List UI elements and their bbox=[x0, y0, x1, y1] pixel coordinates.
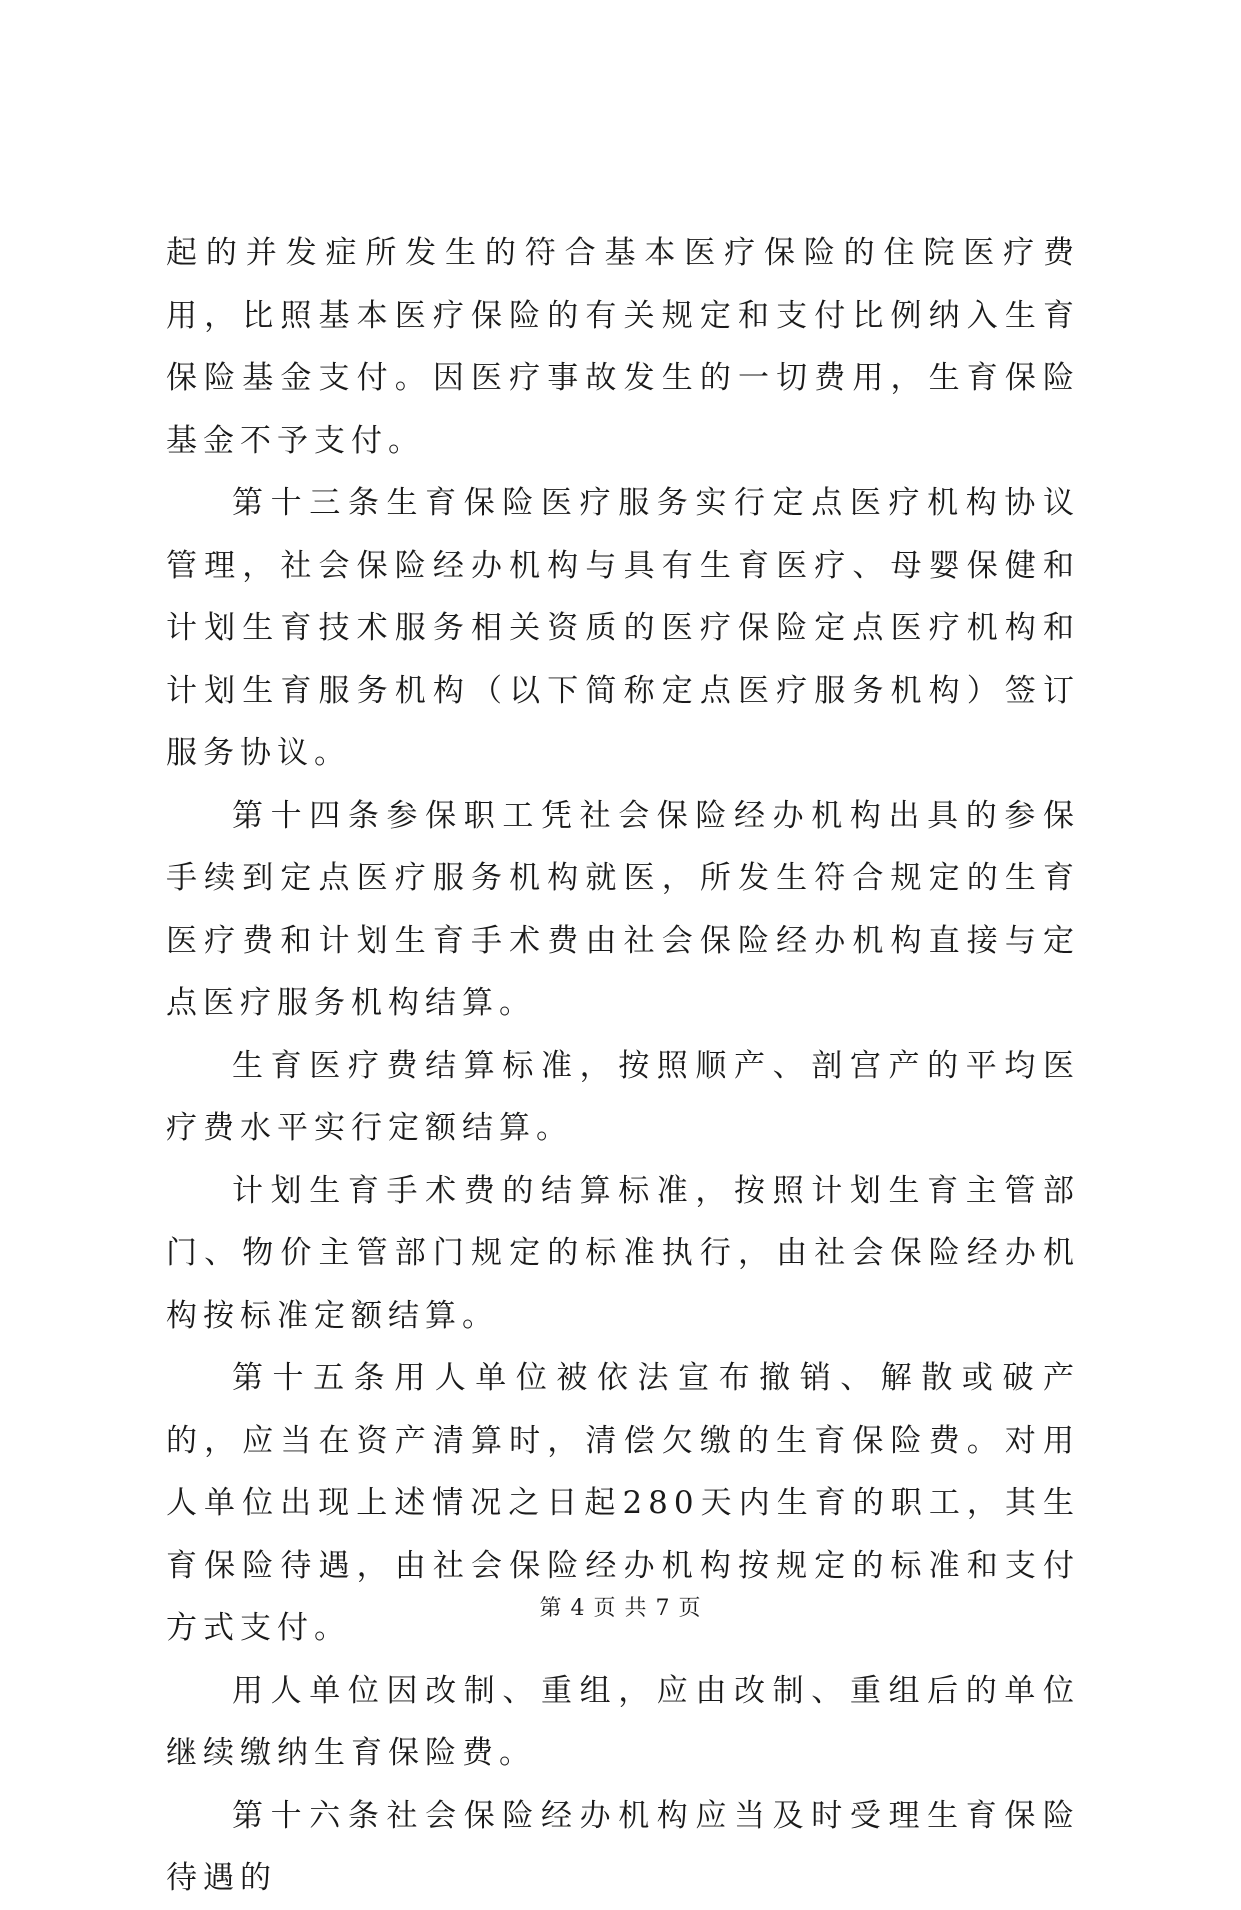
paragraph-8: 第十六条社会保险经办机构应当及时受理生育保险待遇的 bbox=[166, 1797, 1080, 1896]
document-body bbox=[166, 222, 1080, 1910]
page-number-footer: 第 4 页 共 7 页 bbox=[539, 1596, 702, 1621]
paragraph-7: 用人单位因改制、重组，应由改制、重组后的单位继续缴纳生育保险费。 bbox=[166, 1672, 1080, 1771]
paragraph-1: 起的并发症所发生的符合基本医疗保险的住院医疗费用，比照基本医疗保险的有关规定和支付比例纳入生育保险基金支付。因医疗事故发生的一切费用，生育保险基金不予支付。 bbox=[166, 235, 1080, 459]
paragraph-5: 计划生育手术费的结算标准，按照计划生育主管部门、物价主管部门规定的标准执行，由社会保险经办机构按标准定额结算。 bbox=[166, 1172, 1080, 1334]
paragraph-4: 生育医疗费结算标准，按照顺产、剖宫产的平均医疗费水平实行定额结算。 bbox=[166, 1047, 1080, 1146]
paragraph-6: 第十五条用人单位被依法宣布撤销、解散或破产的，应当在资产清算时，清偿欠缴的生育保险费。对用人单位出现上述情况之日起280天内生育的职工，其生育保险待遇，由社会保险经办机构按规定的标准和支付方式支付。 bbox=[166, 1360, 1080, 1646]
paragraph-2: 第十三条生育保险医疗服务实行定点医疗机构协议管理，社会保险经办机构与具有生育医疗、母婴保健和计划生育技术服务相关资质的医疗保险定点医疗机构和计划生育服务机构（以下简称定点医疗服务机构）签订服务协议。 bbox=[166, 485, 1080, 771]
paragraph-3: 第十四条参保职工凭社会保险经办机构出具的参保手续到定点医疗服务机构就医，所发生符合规定的生育医疗费和计划生育手术费由社会保险经办机构直接与定点医疗服务机构结算。 bbox=[166, 797, 1080, 1021]
